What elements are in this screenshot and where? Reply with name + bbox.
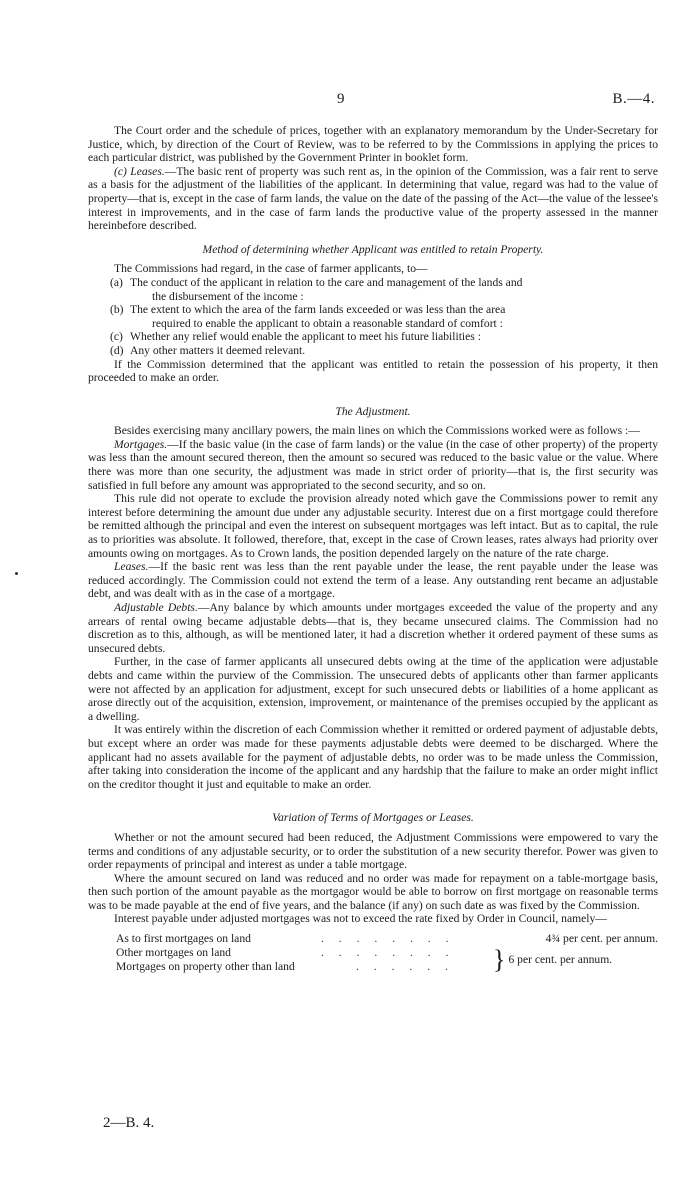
leader-dots: . . . . . . . .	[321, 946, 455, 960]
scan-mark	[15, 572, 18, 575]
leader-dots: . . . . . . . .	[321, 932, 455, 946]
list-item-label: (b)	[110, 303, 124, 317]
leases-label: (c) Leases.	[114, 164, 165, 178]
intro-paragraph: The Court order and the schedule of prices, together with an explanatory memorandum by the Under-Secretary for Justice, which, by direction of the Court of Review, was to be referred to by the Commissions in applying the prices to each particular district, was published by the Government Printer in booklet form.	[88, 124, 658, 165]
heading-adjustment: The Adjustment.	[335, 404, 411, 418]
adj-leases-label: Leases.	[114, 560, 149, 574]
rate-value: 4¾ per cent. per annum.	[545, 932, 658, 946]
discretion-paragraph: It was entirely within the discretion of each Commission whether it remitted or ordered payment of adjustable debts, but except where an order was made for these payments adjustable debts were deemed to be discharged. Where the applicant had no assets available for the payment of adjustable debts, no order was to be made unless the Commission, after taking into consideration the income of the applicant and any hardship that the failure to make an order might inflict on the creditor thought it just and equitable to make an order.	[88, 723, 658, 791]
mortgages-text: —If the basic value (in the case of farm lands) or the value (in the case of other property) of the property was less than the amount secured thereon, then the amount so secured was reduced to the basic value or the value. Where there was more than one security, the adjustment was made in strict order of priority—that is, the first security was satisfied in full before any amount was appropriated to the second security, and so on.	[88, 437, 658, 492]
list-item-continuation: the disbursement of the income :	[152, 289, 304, 303]
debts-text: —Any balance by which amounts under mortgages exceeded the value of the property and any arrears of rental owing became adjustable debts—that is, they became unsecured claims. The Commission had no discretion as to this, although, as will be mentioned later, it had a discretion whether it ordered payment of these sums as unsecured debts.	[88, 601, 659, 655]
list-item-label: (d)	[110, 343, 124, 357]
list-item-label: (a)	[110, 275, 123, 289]
heading-method: Method of determining whether Applicant was entitled to retain Property.	[202, 242, 544, 256]
leader-dots: . . . . . .	[356, 960, 454, 974]
list-item-text: Any other matters it deemed relevant.	[130, 343, 306, 357]
debts-paragraph	[88, 601, 658, 655]
rate-group	[116, 946, 658, 974]
method-list	[88, 276, 658, 358]
adj-leases-paragraph	[88, 560, 658, 601]
rate-row	[116, 932, 658, 946]
rate-row	[116, 946, 491, 960]
mortgages-label: Mortgages.	[114, 437, 168, 451]
list-item-text: Whether any relief would enable the applicant to meet his future liabilities :	[130, 330, 481, 344]
further-paragraph: Further, in the case of farmer applicants all unsecured debts owing at the time of the application were adjustable debts and came within the purview of the Commission. The unsecured debts of applicants other than farmer applicants were not affected by an application for adjustment, except for such unsecured debts or liabilities of a home applicant as arose directly out of the acquisition, extension, improvement, or maintenance of the premises occupied by the applicant as a dwelling.	[88, 655, 658, 723]
list-item-label: (c)	[110, 330, 123, 344]
rate-value: 6 per cent. per annum.	[508, 953, 613, 967]
variation-paragraph-2: Where the amount secured on land was reduced and no order was made for repayment on a table-mortgage basis, then such portion of the amount payable as the mortgagor would be able to borrow on first mortgage on reasonable terms was to be made payable at the end of five years, and the balance (if any) on such date as was fixed by the Commission.	[88, 871, 658, 912]
adj-leases-text: —If the basic rent was less than the rent payable under the lease, the rent payable under the lease was reduced accordingly. The Commission could not extend the term of a lease. Any outstanding rent became an adjustable debt, and was dealt with as in the case of a mortgage.	[88, 560, 658, 601]
page-reference: B.—4.	[612, 91, 655, 107]
variation-paragraph-3: Interest payable under adjusted mortgages was not to exceed the rate fixed by Order in Council, namely—	[114, 912, 607, 926]
leases-paragraph	[88, 165, 658, 233]
mortgages-paragraph	[88, 438, 658, 492]
leases-text: —The basic rent of property was such rent as, in the opinion of the Commission, was a fair rent to serve as a basis for the adjustment of the liabilities of the applicant. In determining that value, regard was had to the value of property—that is, except in the case of farm lands, the value on the date of the passing of the Act—the value of the lessee's interest in improvements, and in the case of farm lands the productive value of the property assessed in the manner hereinbefore described.	[88, 164, 658, 233]
list-item-text: The conduct of the applicant in relation to the care and management of the lands and	[130, 275, 523, 289]
brace-icon: }	[493, 945, 506, 975]
rate-label: Mortgages on property other than land	[116, 960, 295, 974]
method-lead: The Commissions had regard, in the case of farmer applicants, to—	[114, 262, 428, 276]
list-item	[88, 276, 658, 303]
body-text	[88, 124, 658, 974]
page-signature: 2—B. 4.	[103, 1115, 155, 1131]
adjustment-intro: Besides exercising many ancillary powers, the main lines on which the Commissions worked were as follows :—	[114, 424, 640, 438]
list-item	[88, 330, 658, 344]
debts-label: Adjustable Debts.	[114, 601, 198, 614]
list-item-text: The extent to which the area of the farm lands exceeded or was less than the area	[130, 303, 506, 317]
rate-label: As to first mortgages on land	[116, 932, 251, 946]
variation-paragraph-1: Whether or not the amount secured had been reduced, the Adjustment Commissions were empowered to vary the terms and conditions of any adjustable security, or to order the substitution of a new security therefor. Power was given to order repayments of principal and interest as under a table mortgage.	[88, 830, 658, 872]
list-item-continuation: required to enable the applicant to obtain a reasonable standard of comfort :	[152, 316, 503, 330]
method-closing: If the Commission determined that the applicant was entitled to retain the possession of his property, it then proceeded to make an order.	[88, 357, 658, 385]
page-number: 9	[337, 91, 345, 107]
list-item	[88, 303, 658, 330]
interest-rates-table	[88, 932, 658, 974]
list-item	[88, 344, 658, 358]
rate-row	[116, 960, 491, 974]
rule-paragraph: This rule did not operate to exclude the provision already noted which gave the Commissions power to remit any interest before determining the amount due under any adjustable security. Interest due on a first mortgage could therefore be remitted although the principal and even the interest on subsequent mortgages was left intact. But as to capital, the rule as to priorities was absolute. It followed, therefore, that, except in the case of Crown leases, rates always had priority over amounts owing on mortgages. As to Crown lands, the position depended largely on the nature of the rate charge.	[88, 492, 658, 560]
rate-label: Other mortgages on land	[116, 946, 231, 960]
heading-variation: Variation of Terms of Mortgages or Leases.	[272, 811, 474, 825]
